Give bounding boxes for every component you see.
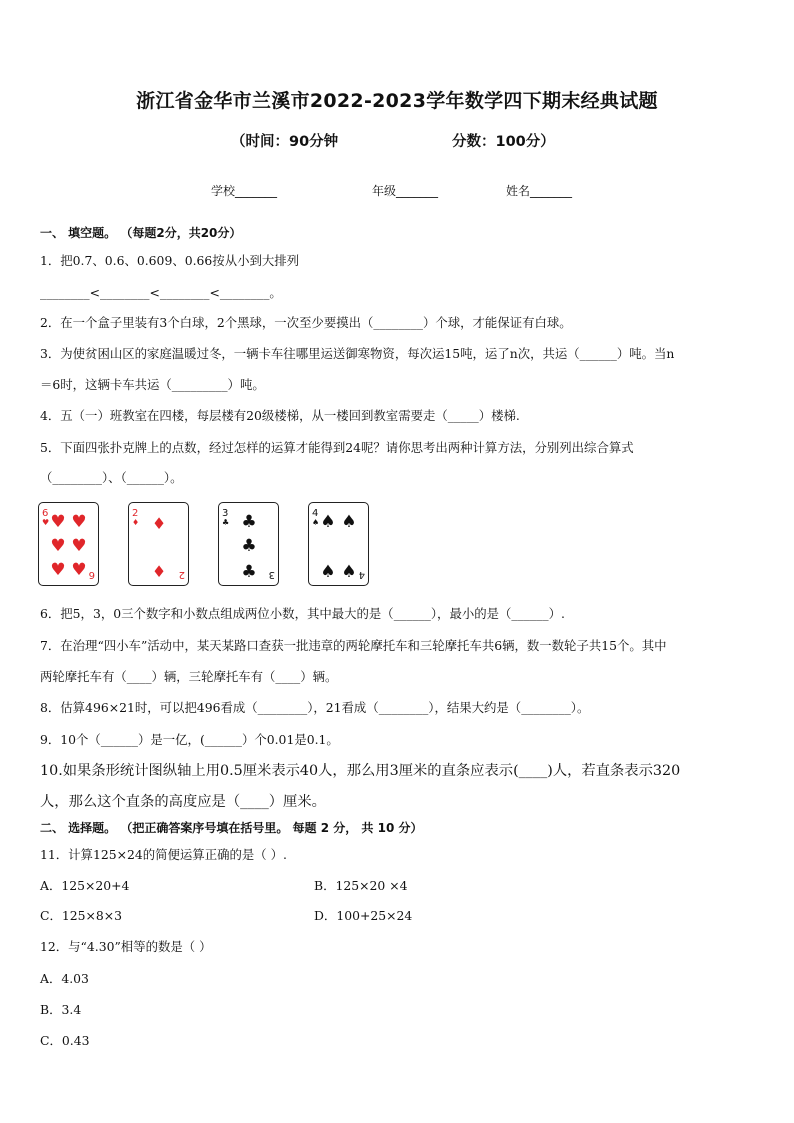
club-pip-icon: ♣ xyxy=(241,536,257,556)
question-11-option-a[interactable]: A．125×20+4 xyxy=(40,878,130,893)
diamond-pip-icon: ♦ xyxy=(151,562,167,581)
spade-pip-icon: ♠ xyxy=(341,562,357,582)
question-12-option-b[interactable]: B．3.4 xyxy=(40,1002,82,1017)
question-7-line-1: 7．在治理“四小车”活动中，某天某路口查获一批违章的两轮摩托车和三轮摩托车共6辆，数一数轮子共15个。其中 xyxy=(40,638,667,653)
playing-card-three-of-clubs xyxy=(218,502,279,586)
diamond-pip-icon: ♦ xyxy=(151,514,167,533)
spade-pips-icon xyxy=(320,512,356,582)
school-field[interactable]: 学校_______ xyxy=(211,184,278,198)
card-suit-small-icon: ♠ xyxy=(312,518,320,527)
card-suit-small-icon: ♣ xyxy=(222,518,230,527)
club-pip-icon: ♣ xyxy=(241,562,257,582)
grade-field[interactable]: 年级_______ xyxy=(372,184,439,198)
heart-pip-icon: ♥ xyxy=(71,536,87,556)
card-rank-label-inverted: 3 xyxy=(268,569,275,580)
clubs-card-art xyxy=(219,503,278,585)
question-10-line-1: 10.如果条形统计图纵轴上用0.5厘米表示40人，那么用3厘米的直条应表示(____)人，若直条表示320 xyxy=(40,763,681,779)
heart-pip-icon: ♥ xyxy=(71,512,87,532)
question-12-option-c[interactable]: C．0.43 xyxy=(40,1033,90,1048)
heart-pip-icon: ♥ xyxy=(50,536,66,556)
question-6: 6．把5，3，0三个数字和小数点组成两位小数，其中最大的是（______），最小的是（______）. xyxy=(40,606,565,621)
question-10-line-2: 人，那么这个直条的高度应是（____）厘米。 xyxy=(40,794,326,810)
club-pips-icon xyxy=(241,512,256,582)
spade-pip-icon: ♠ xyxy=(320,562,336,582)
question-11-option-d[interactable]: D．100+25×24 xyxy=(314,908,413,923)
playing-card-two-of-diamonds xyxy=(128,502,189,586)
question-11-option-b[interactable]: B．125×20 ×4 xyxy=(314,878,408,893)
card-suit-small-icon: ♦ xyxy=(132,518,140,527)
spades-card-art xyxy=(309,503,368,585)
heart-pip-icon: ♥ xyxy=(71,560,87,580)
question-4: 4．五（一）班教室在四楼，每层楼有20级楼梯，从一楼回到教室需要走（_____）楼梯. xyxy=(40,408,520,423)
question-3-line-1: 3．为使贫困山区的家庭温暖过冬，一辆卡车往哪里运送御寒物资，每次运15吨，运了n次，共运（______）吨。当n xyxy=(40,346,675,361)
card-suit-small-icon: ♥ xyxy=(42,518,50,527)
card-rank-label: 4 xyxy=(312,508,319,519)
question-2: 2．在一个盒子里装有3个白球，2个黑球，一次至少要摸出（________）个球，才能保证有白球。 xyxy=(40,315,572,330)
hearts-card-art xyxy=(39,503,98,585)
card-rank-label-inverted: 4 xyxy=(358,569,365,580)
question-7-line-2: 两轮摩托车有（____）辆，三轮摩托车有（____）辆。 xyxy=(40,669,338,684)
question-1: 1．把0.7、0.6、0.609、0.66按从小到大排列 xyxy=(40,253,300,268)
playing-card-four-of-spades xyxy=(308,502,369,586)
diamond-pips-icon xyxy=(152,514,166,581)
section-fill-in-heading: 一、 填空题。 （每题2分，共20分） xyxy=(40,226,242,240)
spade-pip-icon: ♠ xyxy=(320,512,336,532)
heart-pip-icon: ♥ xyxy=(50,512,66,532)
card-rank-label: 3 xyxy=(222,508,229,519)
question-11: 11．计算125×24的简便运算正确的是（ ）. xyxy=(40,847,287,862)
question-11-option-c[interactable]: C．125×8×3 xyxy=(40,908,123,923)
name-field[interactable]: 姓名_______ xyxy=(506,184,573,198)
playing-card-six-of-hearts xyxy=(38,502,99,586)
heart-pip-icon: ♥ xyxy=(50,560,66,580)
club-pip-icon: ♣ xyxy=(241,512,257,532)
question-3-line-2: ＝6时，这辆卡车共运（_________）吨。 xyxy=(40,377,265,392)
question-5-line-1: 5．下面四张扑克牌上的点数，经过怎样的运算才能得到24呢？请你思考出两种计算方法，分别列出综合算式 xyxy=(40,440,634,455)
card-rank-label: 6 xyxy=(42,508,49,519)
exam-time: （时间：90分钟 xyxy=(231,134,339,150)
spade-pip-icon: ♠ xyxy=(341,512,357,532)
question-9: 9．10个（______）是一亿，(______）个0.01是0.1。 xyxy=(40,732,339,747)
question-12-option-a[interactable]: A．4.03 xyxy=(40,971,89,986)
card-rank-label: 2 xyxy=(132,508,139,519)
exam-score: 分数：100分） xyxy=(452,134,555,150)
question-1-blanks[interactable]: ________<________<________<________。 xyxy=(40,285,282,300)
page-title: 浙江省金华市兰溪市2022-2023学年数学四下期末经典试题 xyxy=(136,90,658,112)
question-12: 12．与“4.30”相等的数是（ ） xyxy=(40,939,212,954)
section-choice-heading: 二、 选择题。 （把正确答案序号填在括号里。 每题 2 分， 共 10 分） xyxy=(40,821,423,835)
question-8: 8．估算496×21时，可以把496看成（________），21看成（________），结果大约是（________）。 xyxy=(40,700,590,715)
card-rank-label-inverted: 6 xyxy=(88,569,95,580)
question-5-line-2: （________）、（______）。 xyxy=(40,470,183,485)
card-rank-label-inverted: 2 xyxy=(178,569,185,580)
heart-pips-icon xyxy=(50,512,86,580)
diamonds-card-art xyxy=(129,503,188,585)
